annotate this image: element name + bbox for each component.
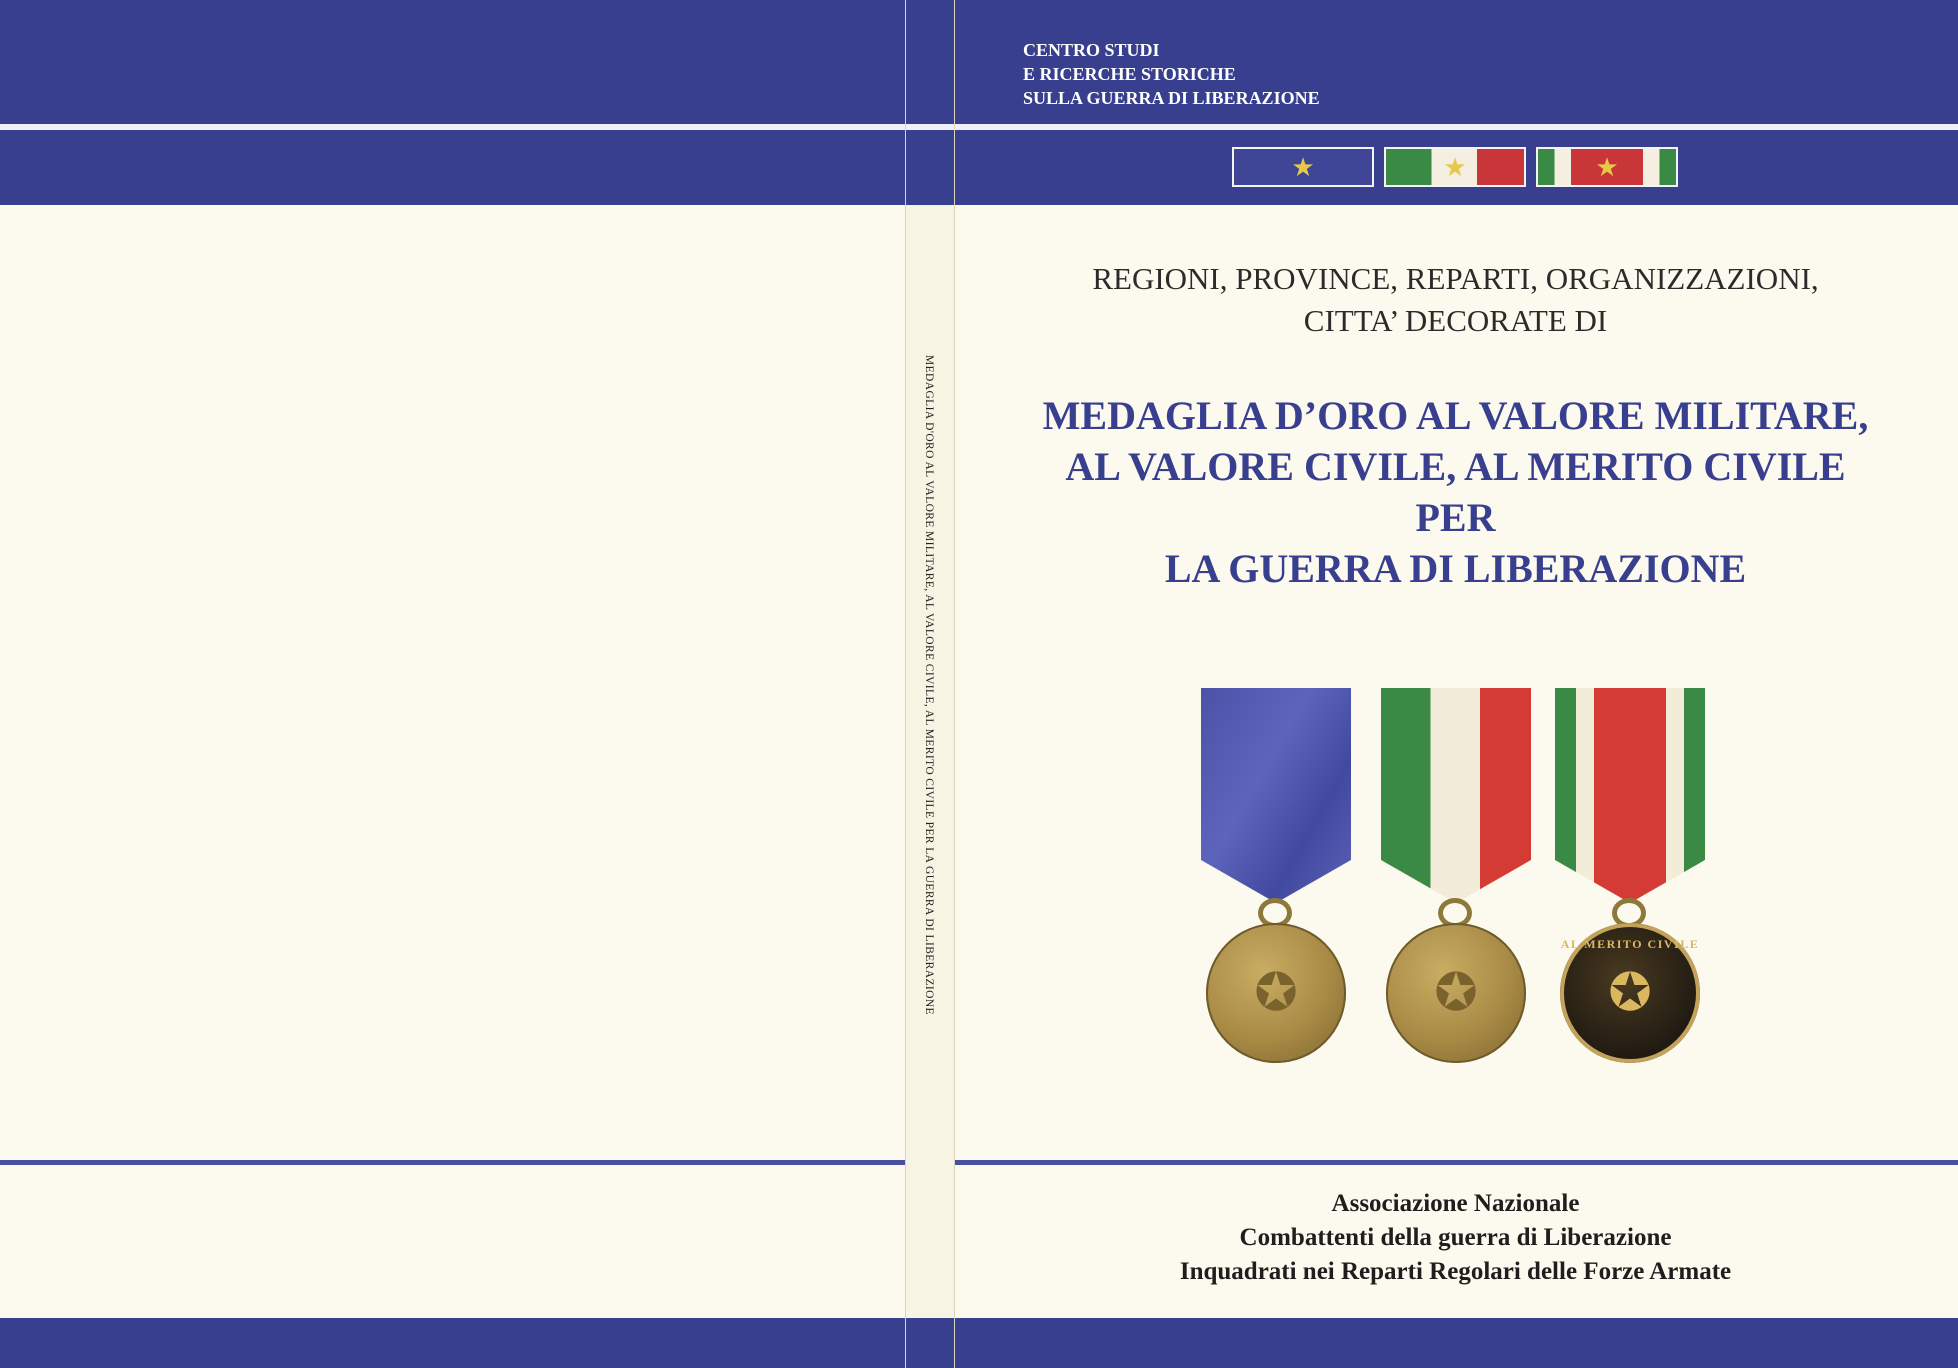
emblem-icon: ✪ bbox=[1254, 963, 1298, 1023]
star-icon: ★ bbox=[1291, 153, 1315, 183]
title-line: PER bbox=[1415, 495, 1496, 540]
medal-civil-merit bbox=[1550, 688, 1710, 1068]
medal-coin bbox=[1560, 923, 1700, 1063]
publisher-block bbox=[1023, 38, 1320, 110]
ribbon-bar-military-valor bbox=[1232, 147, 1374, 187]
front-cover bbox=[953, 0, 1958, 1368]
subtitle bbox=[953, 258, 1958, 342]
medal-ribbon bbox=[1555, 688, 1705, 903]
title-line: MEDAGLIA D’ORO AL VALORE MILITARE, bbox=[1042, 393, 1869, 438]
book-title bbox=[953, 390, 1958, 594]
medal-military-valor bbox=[1196, 688, 1356, 1068]
association-line: Associazione Nazionale bbox=[1331, 1190, 1580, 1217]
title-line: AL VALORE CIVILE, AL MERITO CIVILE bbox=[1065, 444, 1846, 489]
medal-inscription: AL MERITO CIVILE bbox=[1560, 937, 1700, 951]
medal-coin bbox=[1386, 923, 1526, 1063]
subtitle-line: REGIONI, PROVINCE, REPARTI, ORGANIZZAZIONI, bbox=[1092, 261, 1819, 296]
medal-coin bbox=[1206, 923, 1346, 1063]
emblem-icon: ✪ bbox=[1608, 963, 1652, 1023]
medal-ribbon bbox=[1381, 688, 1531, 903]
association-line: Combattenti della guerra di Liberazione bbox=[1239, 1224, 1672, 1251]
association-line: Inquadrati nei Reparti Regolari delle Forze Armate bbox=[1179, 1258, 1732, 1285]
publisher-line: E RICERCHE STORICHE bbox=[1023, 64, 1236, 84]
emblem-icon: ✪ bbox=[1434, 963, 1478, 1023]
star-icon: ★ bbox=[1595, 153, 1619, 183]
publisher-line: CENTRO STUDI bbox=[1023, 40, 1160, 60]
medal-ribbon bbox=[1201, 688, 1351, 903]
medals-illustration bbox=[953, 688, 1958, 1068]
star-icon: ★ bbox=[1443, 153, 1467, 183]
title-line: LA GUERRA DI LIBERAZIONE bbox=[1164, 546, 1747, 591]
book-spine bbox=[905, 0, 955, 1368]
back-cover bbox=[0, 0, 905, 1368]
publisher-line: SULLA GUERRA DI LIBERAZIONE bbox=[1023, 88, 1320, 108]
ribbon-bar-civil-merit bbox=[1536, 147, 1678, 187]
medal-civil-valor bbox=[1376, 688, 1536, 1068]
spine-title: MEDAGLIA D'ORO AL VALORE MILITARE, AL VALORE CIVILE, AL MERITO CIVILE PER LA GUERRA DI LIBERAZIONE bbox=[923, 355, 935, 1015]
subtitle-line: CITTA’ DECORATE DI bbox=[1303, 303, 1608, 338]
association-block bbox=[953, 1187, 1958, 1289]
ribbon-bar-row bbox=[1232, 147, 1678, 189]
ribbon-bar-civil-valor bbox=[1384, 147, 1526, 187]
